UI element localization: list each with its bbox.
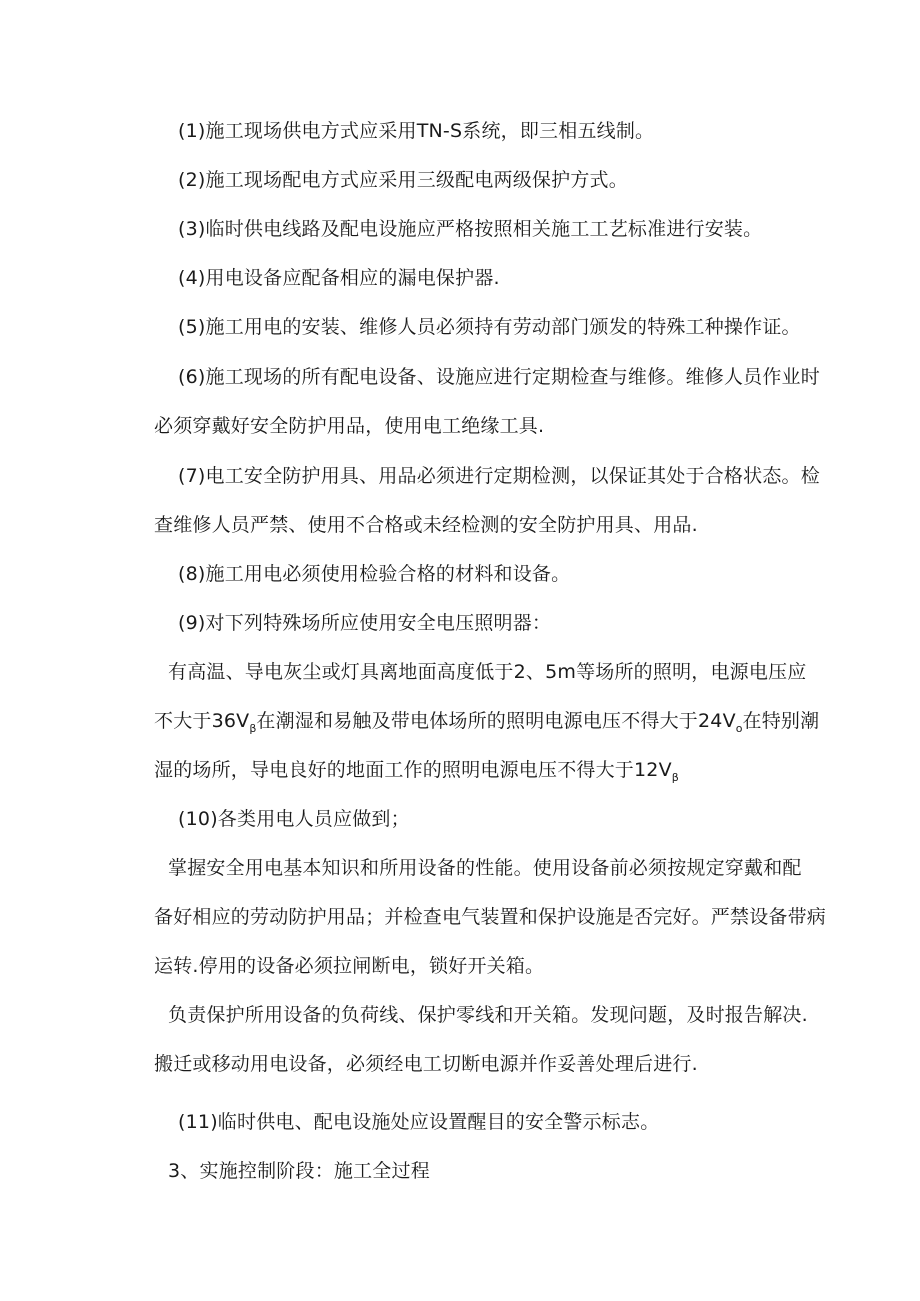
item-11: (11)临时供电、配电设施处应设置醒目的安全警示标志。: [178, 1111, 660, 1133]
knowledge-paragraph-line-1: 掌握安全用电基本知识和所用设备的性能。使用设备前必须按规定穿戴和配: [168, 857, 802, 879]
voltage-text-d: 湿的场所，导电良好的地面工作的照明电源电压不得大于12V: [154, 759, 672, 781]
protection-paragraph-line-2: 搬迁或移动用电设备，必须经电工切断电源并作妥善处理后进行.: [154, 1053, 698, 1075]
item-7-line-1: (7)电工安全防护用具、用品必须进行定期检测，以保证其处于合格状态。检: [178, 465, 820, 487]
voltage-text-a: 不大于36V: [154, 710, 250, 732]
item-5: (5)施工用电的安装、维修人员必须持有劳动部门颁发的特殊工种操作证。: [178, 316, 801, 338]
item-8: (8)施工用电必须使用检验合格的材料和设备。: [178, 563, 571, 585]
item-7-line-2: 查维修人员严禁、使用不合格或未经检测的安全防护用具、用品.: [154, 514, 698, 536]
item-3: (3)临时供电线路及配电设施应严格按照相关施工工艺标准进行安装。: [178, 218, 763, 240]
knowledge-paragraph-line-2: 备好相应的劳动防护用品；并检查电气装置和保护设施是否完好。严禁设备带病: [154, 906, 827, 928]
voltage-paragraph-line-1: 有高温、导电灰尘或灯具离地面高度低于2、5m等场所的照明，电源电压应: [168, 661, 807, 683]
voltage-text-c: 在特别潮: [742, 710, 820, 732]
voltage-subscript-1: β: [249, 722, 257, 735]
item-10: (10)各类用电人员应做到；: [178, 808, 410, 830]
voltage-subscript-2: o: [735, 722, 743, 735]
item-9: (9)对下列特殊场所应使用安全电压照明器：: [178, 612, 552, 634]
item-1: (1)施工现场供电方式应采用TN-S系统，即三相五线制。: [178, 120, 655, 142]
section-3-heading: 3、实施控制阶段：施工全过程: [168, 1160, 430, 1182]
item-6-line-1: (6)施工现场的所有配电设备、设施应进行定期检查与维修。维修人员作业时: [178, 366, 820, 388]
voltage-paragraph-line-2: [154, 709, 819, 741]
item-4: (4)用电设备应配备相应的漏电保护器.: [178, 267, 500, 289]
protection-paragraph-line-1: 负责保护所用设备的负荷线、保护零线和开关箱。发现问题，及时报告解决.: [168, 1004, 808, 1026]
item-6-line-2: 必须穿戴好安全防护用品，使用电工绝缘工具.: [154, 415, 545, 437]
voltage-subscript-3: β: [671, 771, 679, 784]
item-2: (2)施工现场配电方式应采用三级配电两级保护方式。: [178, 169, 628, 191]
voltage-paragraph-line-3: [154, 758, 679, 790]
knowledge-paragraph-line-3: 运转.停用的设备必须拉闸断电，锁好开关箱。: [154, 955, 545, 977]
voltage-text-b: 在潮湿和易触及带电体场所的照明电源电压不得大于24V: [256, 710, 736, 732]
